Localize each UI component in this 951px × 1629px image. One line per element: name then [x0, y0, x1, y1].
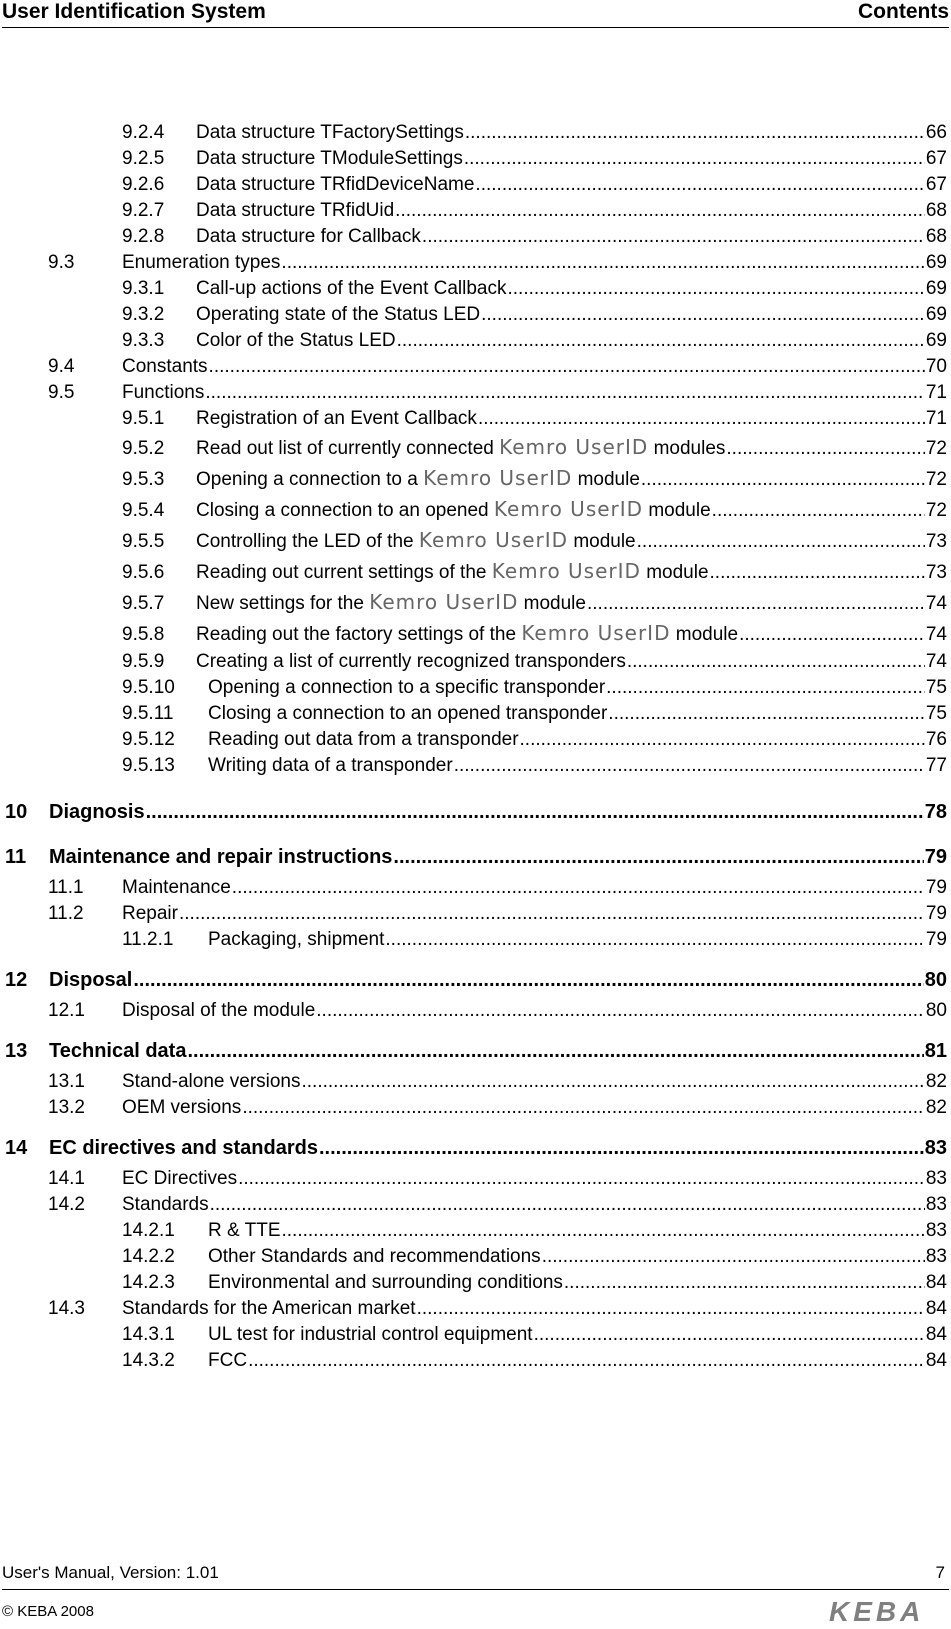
dot-leader — [520, 727, 925, 753]
toc-number: 9.3.3 — [122, 330, 165, 351]
toc-page: 79 — [925, 877, 947, 898]
toc-title-suffix: module — [523, 593, 586, 614]
dot-leader — [210, 1192, 925, 1218]
toc-title-text: Packaging, shipment — [208, 929, 385, 950]
toc-title-suffix: module — [577, 469, 640, 490]
toc-page: 69 — [925, 252, 947, 273]
toc-number: 13.1 — [48, 1071, 85, 1092]
toc-title — [196, 556, 709, 588]
toc-title-text: Enumeration types — [122, 252, 281, 273]
toc-title — [122, 1095, 241, 1121]
toc-page: 72 — [925, 500, 947, 521]
toc-number: 10 — [5, 801, 28, 823]
toc-title-text: Read out list of currently connected — [196, 438, 494, 459]
toc-number: 9.5.1 — [122, 408, 165, 429]
toc-page: 82 — [925, 1097, 947, 1118]
dot-leader — [393, 840, 923, 875]
dot-leader — [146, 795, 924, 830]
toc-page: 84 — [925, 1298, 947, 1319]
toc-title — [196, 432, 725, 464]
toc-title — [196, 276, 507, 302]
dot-leader — [179, 901, 925, 927]
toc-entry[interactable] — [0, 250, 951, 276]
dot-leader — [397, 328, 925, 354]
toc-number: 13 — [5, 1040, 28, 1062]
toc-title — [196, 146, 463, 172]
toc-entry[interactable] — [0, 675, 951, 701]
toc-title-text: Disposal of the module — [122, 1000, 316, 1021]
dot-leader — [248, 1348, 925, 1374]
toc-title-text: Controlling the LED of the — [196, 531, 414, 552]
toc-number: 14.2.3 — [122, 1272, 175, 1293]
toc-title-text: UL test for industrial control equipment — [208, 1324, 533, 1345]
table-of-contents — [0, 120, 951, 1374]
dot-leader — [232, 875, 925, 901]
toc-number: 11.2 — [48, 903, 84, 924]
toc-title-text: Maintenance — [122, 877, 231, 898]
toc-page: 75 — [925, 677, 947, 698]
dot-leader — [534, 1322, 925, 1348]
dot-leader — [385, 927, 924, 953]
toc-entry[interactable] — [0, 432, 951, 463]
dot-leader — [542, 1244, 925, 1270]
dot-leader — [238, 1166, 925, 1192]
toc-title — [122, 380, 204, 406]
toc-title-text: Opening a connection to a — [196, 469, 418, 490]
toc-number: 9.3 — [48, 252, 75, 273]
dot-leader — [133, 963, 923, 998]
toc-title-text: EC Directives — [122, 1168, 238, 1189]
toc-title — [196, 649, 626, 675]
toc-title — [122, 354, 208, 380]
toc-title — [196, 302, 480, 328]
toc-entry[interactable] — [0, 354, 951, 380]
toc-title — [122, 1192, 209, 1218]
toc-title — [49, 1131, 318, 1166]
toc-entry[interactable] — [0, 587, 951, 618]
toc-number: 9.2.4 — [122, 122, 165, 143]
toc-title — [49, 963, 132, 998]
toc-title-text: R & TTE — [208, 1220, 281, 1241]
dot-leader — [464, 146, 925, 172]
dot-leader — [187, 1034, 923, 1069]
toc-page: 67 — [925, 174, 947, 195]
toc-number: 9.5.12 — [122, 729, 175, 750]
toc-title — [208, 727, 519, 753]
dot-leader — [282, 1218, 925, 1244]
toc-title — [122, 1069, 301, 1095]
toc-entry[interactable] — [0, 840, 951, 875]
toc-page: 72 — [925, 469, 947, 490]
toc-title — [122, 1296, 416, 1322]
toc-entry[interactable] — [0, 618, 951, 649]
dot-leader — [395, 198, 925, 224]
toc-number: 9.5.5 — [122, 531, 165, 552]
toc-number: 9.5.6 — [122, 562, 165, 583]
keba-logo — [827, 1598, 945, 1629]
toc-number: 12 — [5, 969, 28, 991]
toc-title — [49, 1034, 186, 1069]
toc-entry[interactable] — [0, 1270, 951, 1296]
toc-page: 74 — [925, 651, 947, 672]
section-title: Contents — [858, 0, 949, 23]
toc-number: 14.3.1 — [122, 1324, 175, 1345]
toc-title-text: Stand-alone versions — [122, 1071, 301, 1092]
toc-title-text: FCC — [208, 1350, 248, 1371]
toc-title — [196, 587, 586, 619]
toc-page: 69 — [925, 278, 947, 299]
dot-leader — [242, 1095, 925, 1121]
toc-entry[interactable] — [0, 927, 951, 953]
toc-page: 82 — [925, 1071, 947, 1092]
toc-entry[interactable] — [0, 120, 951, 146]
toc-title-text: Technical data — [49, 1040, 187, 1062]
dot-leader — [205, 380, 924, 406]
toc-title-suffix: modules — [653, 438, 726, 459]
dot-leader — [627, 649, 925, 675]
toc-title — [196, 224, 421, 250]
toc-page: 77 — [925, 755, 947, 776]
toc-number: 9.5 — [48, 382, 75, 403]
dot-leader — [481, 302, 925, 328]
toc-page: 74 — [925, 593, 947, 614]
dot-leader — [641, 464, 925, 495]
dot-leader — [712, 495, 925, 526]
toc-title — [208, 701, 607, 727]
toc-page: 80 — [925, 1000, 947, 1021]
toc-page: 67 — [925, 148, 947, 169]
toc-entry[interactable] — [0, 1095, 951, 1121]
toc-title-text: Creating a list of currently recognized transponders — [196, 651, 626, 672]
toc-entry[interactable] — [0, 1069, 951, 1095]
toc-number: 11.1 — [48, 877, 84, 898]
toc-number: 9.2.5 — [122, 148, 165, 169]
toc-entry[interactable] — [0, 328, 951, 354]
toc-page: 73 — [925, 562, 947, 583]
toc-title-text: Closing a connection to an opened — [196, 500, 489, 521]
toc-entry[interactable] — [0, 556, 951, 587]
page-header — [2, 0, 949, 28]
toc-entry[interactable] — [0, 1192, 951, 1218]
toc-title — [208, 1348, 247, 1374]
toc-entry[interactable] — [0, 1034, 951, 1069]
toc-page: 83 — [925, 1246, 947, 1267]
toc-number: 9.5.9 — [122, 651, 165, 672]
toc-title — [49, 795, 145, 830]
toc-page: 84 — [925, 1272, 947, 1293]
toc-title-text: Call-up actions of the Event Callback — [196, 278, 507, 299]
toc-number: 9.2.8 — [122, 226, 165, 247]
toc-entry[interactable] — [0, 1322, 951, 1348]
toc-title-text: Reading out data from a transponder — [208, 729, 519, 750]
dot-leader — [587, 588, 925, 619]
toc-number: 11.2.1 — [122, 929, 174, 950]
toc-number: 9.2.7 — [122, 200, 165, 221]
toc-page: 84 — [925, 1324, 947, 1345]
toc-title-text: Data structure TFactorySettings — [196, 122, 464, 143]
product-name: Kemro UserID — [423, 466, 573, 490]
toc-title — [208, 1322, 533, 1348]
toc-number: 12.1 — [48, 1000, 85, 1021]
toc-title — [208, 753, 453, 779]
toc-title — [196, 198, 394, 224]
toc-number: 9.5.8 — [122, 624, 165, 645]
page-footer — [2, 1563, 949, 1590]
dot-leader — [417, 1296, 925, 1322]
toc-entry[interactable] — [0, 463, 951, 494]
toc-entry[interactable] — [0, 1244, 951, 1270]
toc-title-text: Other Standards and recommendations — [208, 1246, 541, 1267]
toc-title-suffix: module — [675, 624, 739, 645]
toc-title-text: Opening a connection to a specific transponder — [208, 677, 606, 698]
toc-entry[interactable] — [0, 224, 951, 250]
toc-entry[interactable] — [0, 1348, 951, 1374]
toc-entry[interactable] — [0, 1166, 951, 1192]
dot-leader — [465, 120, 925, 146]
dot-leader — [475, 172, 924, 198]
toc-entry[interactable] — [0, 406, 951, 432]
toc-page: 74 — [925, 624, 947, 645]
toc-entry[interactable] — [0, 172, 951, 198]
toc-page: 72 — [925, 438, 947, 459]
toc-number: 14.2.1 — [122, 1220, 175, 1241]
toc-title — [208, 1218, 281, 1244]
product-name: Kemro UserID — [521, 621, 671, 645]
toc-number: 9.5.11 — [122, 703, 174, 724]
toc-title-text: Data structure TRfidUid — [196, 200, 395, 221]
toc-title — [49, 840, 392, 875]
toc-title-text: Constants — [122, 356, 208, 377]
toc-title-suffix: module — [646, 562, 709, 583]
dot-leader — [739, 619, 925, 650]
toc-title — [208, 1270, 563, 1296]
toc-number: 9.2.6 — [122, 174, 165, 195]
dot-leader — [508, 276, 925, 302]
toc-title — [122, 1166, 237, 1192]
toc-page: 84 — [925, 1350, 947, 1371]
toc-page: 83 — [925, 1168, 947, 1189]
toc-page: 70 — [925, 356, 947, 377]
toc-title — [196, 328, 396, 354]
toc-title — [122, 998, 315, 1024]
toc-page: 76 — [925, 729, 947, 750]
toc-number: 9.5.3 — [122, 469, 165, 490]
toc-title — [196, 618, 738, 650]
dot-leader — [281, 250, 924, 276]
copyright: © KEBA 2008 — [2, 1603, 94, 1620]
dot-leader — [478, 406, 925, 432]
toc-entry[interactable] — [0, 494, 951, 525]
toc-page: 69 — [925, 330, 947, 351]
toc-entry[interactable] — [0, 276, 951, 302]
toc-title — [208, 675, 605, 701]
toc-title-text: Data structure for Callback — [196, 226, 421, 247]
toc-number: 11 — [5, 846, 27, 868]
toc-number: 9.4 — [48, 356, 75, 377]
toc-page: 75 — [925, 703, 947, 724]
toc-title — [122, 901, 178, 927]
page-number: 7 — [935, 1563, 945, 1582]
toc-title-text: Color of the Status LED — [196, 330, 396, 351]
toc-entry[interactable] — [0, 998, 951, 1024]
toc-title-text: Environmental and surrounding conditions — [208, 1272, 563, 1293]
product-name: Kemro UserID — [493, 497, 644, 521]
toc-number: 9.5.10 — [122, 677, 175, 698]
document-title: User Identification System — [2, 0, 266, 23]
toc-title-text: EC directives and standards — [49, 1137, 318, 1159]
toc-number: 9.3.1 — [122, 278, 165, 299]
toc-page: 80 — [924, 969, 947, 991]
toc-entry[interactable] — [0, 525, 951, 556]
toc-number: 9.5.4 — [122, 500, 165, 521]
toc-entry[interactable] — [0, 753, 951, 779]
toc-title-text: Functions — [122, 382, 205, 403]
toc-page: 66 — [925, 122, 947, 143]
toc-number: 9.5.7 — [122, 593, 165, 614]
toc-title-text: Data structure TModuleSettings — [196, 148, 463, 169]
toc-title — [208, 927, 384, 953]
toc-title-text: Standards for the American market — [122, 1298, 416, 1319]
toc-title — [196, 463, 640, 495]
toc-title-suffix: module — [573, 531, 636, 552]
toc-title — [196, 525, 636, 557]
toc-entry[interactable] — [0, 380, 951, 406]
toc-title-text: Registration of an Event Callback — [196, 408, 477, 429]
dot-leader — [319, 1131, 924, 1166]
toc-title — [196, 172, 474, 198]
dot-leader — [316, 998, 925, 1024]
toc-entry[interactable] — [0, 198, 951, 224]
toc-entry[interactable] — [0, 1296, 951, 1322]
toc-number: 9.5.13 — [122, 755, 175, 776]
toc-title-text: Maintenance and repair instructions — [49, 846, 393, 868]
toc-page: 79 — [925, 929, 947, 950]
toc-page: 79 — [925, 903, 947, 924]
dot-leader — [608, 701, 925, 727]
dot-leader — [606, 675, 925, 701]
dot-leader — [710, 557, 925, 588]
toc-number: 9.3.2 — [122, 304, 165, 325]
toc-entry[interactable] — [0, 727, 951, 753]
toc-entry[interactable] — [0, 701, 951, 727]
toc-title-text: Operating state of the Status LED — [196, 304, 481, 325]
toc-number: 14.1 — [48, 1168, 85, 1189]
toc-entry[interactable] — [0, 649, 951, 675]
toc-title-text: Standards — [122, 1194, 209, 1215]
keba-logo-text: KEBA — [829, 1598, 925, 1624]
toc-number: 14.2.2 — [122, 1246, 175, 1267]
toc-entry[interactable] — [0, 146, 951, 172]
toc-page: 69 — [925, 304, 947, 325]
toc-page: 81 — [924, 1040, 947, 1062]
toc-page: 68 — [925, 200, 947, 221]
toc-title-text: OEM versions — [122, 1097, 242, 1118]
toc-title — [208, 1244, 541, 1270]
toc-title — [196, 406, 477, 432]
toc-number: 14.3.2 — [122, 1350, 175, 1371]
dot-leader — [209, 354, 925, 380]
toc-title — [122, 250, 280, 276]
toc-title-text: Repair — [122, 903, 178, 924]
toc-page: 78 — [924, 801, 947, 823]
toc-number: 14.3 — [48, 1298, 85, 1319]
toc-entry[interactable] — [0, 302, 951, 328]
dot-leader — [637, 526, 925, 557]
toc-page: 83 — [925, 1194, 947, 1215]
toc-number: 14 — [5, 1137, 28, 1159]
toc-title-text: Diagnosis — [49, 801, 145, 823]
toc-entry[interactable] — [0, 1131, 951, 1166]
toc-title-suffix: module — [648, 500, 711, 521]
toc-title-text: Data structure TRfidDeviceName — [196, 174, 475, 195]
toc-title — [196, 120, 464, 146]
toc-page: 79 — [924, 846, 947, 868]
toc-page: 68 — [925, 226, 947, 247]
toc-title-text: Closing a connection to an opened transponder — [208, 703, 608, 724]
toc-number: 13.2 — [48, 1097, 85, 1118]
toc-page: 73 — [925, 531, 947, 552]
toc-title-text: Disposal — [49, 969, 133, 991]
product-name: Kemro UserID — [499, 435, 649, 459]
toc-page: 71 — [925, 408, 947, 429]
toc-entry[interactable] — [0, 963, 951, 998]
toc-entry[interactable] — [0, 901, 951, 927]
product-name: Kemro UserID — [418, 528, 569, 552]
product-name: Kemro UserID — [491, 559, 641, 583]
keba-logo-graphic — [827, 1598, 945, 1624]
toc-number: 14.2 — [48, 1194, 85, 1215]
dot-leader — [564, 1270, 925, 1296]
dot-leader — [726, 433, 924, 464]
toc-entry[interactable] — [0, 1218, 951, 1244]
toc-entry[interactable] — [0, 875, 951, 901]
manual-version: User's Manual, Version: 1.01 — [2, 1563, 219, 1582]
toc-title — [196, 494, 711, 526]
toc-title — [122, 875, 231, 901]
product-name: Kemro UserID — [369, 590, 519, 614]
toc-entry[interactable] — [0, 795, 951, 830]
toc-title-text: Reading out current settings of the — [196, 562, 487, 583]
toc-title-text: Reading out the factory settings of the — [196, 624, 517, 645]
toc-page: 83 — [925, 1220, 947, 1241]
toc-title-text: Writing data of a transponder — [208, 755, 453, 776]
dot-leader — [302, 1069, 925, 1095]
dot-leader — [454, 753, 925, 779]
toc-page: 83 — [924, 1137, 947, 1159]
toc-page: 71 — [925, 382, 947, 403]
dot-leader — [422, 224, 925, 250]
toc-title-text: New settings for the — [196, 593, 364, 614]
toc-number: 9.5.2 — [122, 438, 165, 459]
